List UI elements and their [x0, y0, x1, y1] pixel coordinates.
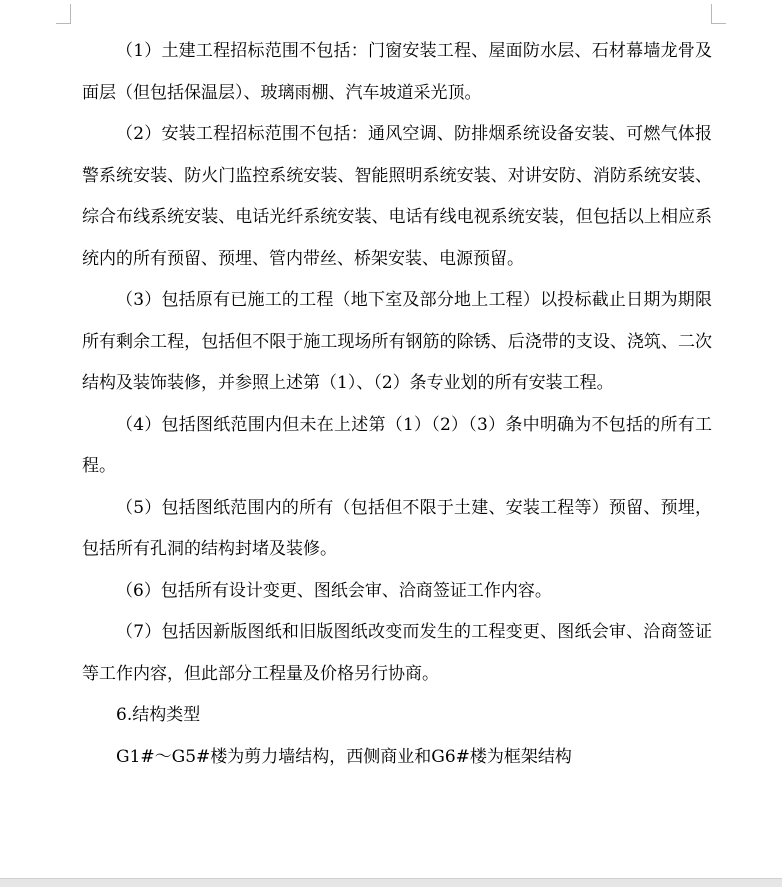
paragraph-2: （2）安装工程招标范围不包括：通风空调、防排烟系统设备安装、可燃气体报警系统安装、防火门监控系统安装、智能照明系统安装、对讲安防、消防系统安装、综合布线系统安装、电话光纤系统安装、电话有线电视系统安装，但包括以上相应系统内的所有预留、预埋、管内带丝、桥架安装、电源预留。 — [82, 124, 712, 269]
crop-mark-top-right — [711, 4, 712, 24]
crop-mark-top-right-h — [711, 23, 726, 24]
crop-mark-top-left — [70, 4, 71, 24]
paragraph-4: （4）包括图纸范围内但未在上述第（1）（2）（3）条中明确为不包括的所有工程。 — [82, 414, 712, 476]
section-body: G1#～G5#楼为剪力墙结构，西侧商业和G6#楼为框架结构 — [116, 746, 572, 767]
paragraph-7: （7）包括因新版图纸和旧版图纸改变而发生的工程变更、图纸会审、洽商签证等工作内容，但此部分工程量及价格另行协商。 — [82, 622, 712, 684]
section-heading: 6.结构类型 — [116, 705, 201, 725]
paragraph-3: （3）包括原有已施工的工程（地下室及部分地上工程）以投标截止日期为期限所有剩余工程，包括但不限于施工现场所有钢筋的除锈、后浇带的支设、浇筑、二次结构及装饰装修，并参照上述第（1）、（2）条专业划的所有安装工程。 — [82, 290, 712, 393]
paragraph-5: （5）包括图纸范围内的所有（包括但不限于土建、安装工程等）预留、预埋，包括所有孔洞的结构封堵及装修。 — [82, 497, 712, 559]
document-body — [82, 31, 712, 778]
paragraph-6: （6）包括所有设计变更、图纸会审、洽商签证工作内容。 — [116, 580, 552, 601]
paragraph-1: （1）土建工程招标范围不包括：门窗安装工程、屋面防水层、石材幕墙龙骨及面层（但包括保温层）、玻璃雨棚、汽车坡道采光顶。 — [82, 41, 712, 103]
crop-mark-top-left-h — [56, 23, 71, 24]
